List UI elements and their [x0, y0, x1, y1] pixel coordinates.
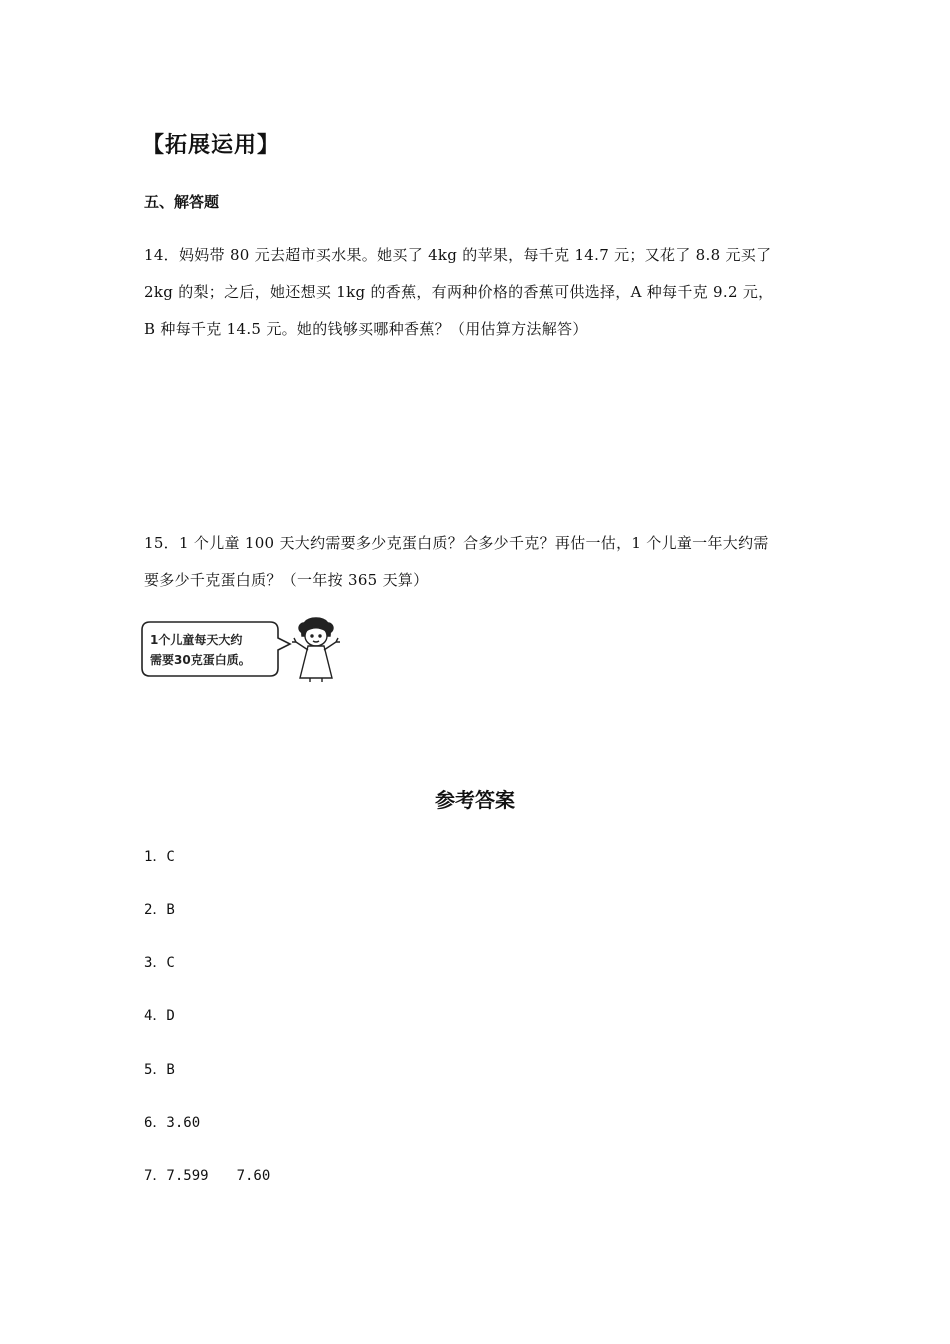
- speech-bubble-line-2: 需要30克蛋白质。: [150, 653, 251, 667]
- answers-title: 参考答案: [435, 788, 515, 812]
- answer-item: 1．C: [144, 849, 175, 865]
- question-14-line-1: 14．妈妈带 80 元去超市买水果。她买了 4kg 的苹果，每千克 14.7 元；又花了 8.8 元买了: [144, 246, 772, 264]
- answer-item: 4．D: [144, 1008, 175, 1024]
- question-15-line-1: 15．1 个儿童 100 天大约需要多少克蛋白质？合多少千克？再估一估，1 个儿童一年大约需: [144, 534, 769, 552]
- answer-item: 7．7.599 7.60: [144, 1168, 271, 1184]
- speech-bubble-line-1: 1个儿童每天大约: [150, 633, 243, 647]
- answer-item: 6．3.60: [144, 1115, 201, 1131]
- answer-item: 3．C: [144, 955, 175, 971]
- girl-icon: [292, 618, 340, 682]
- answer-item: 2．B: [144, 902, 175, 918]
- question-type-heading: 五、解答题: [144, 193, 220, 211]
- speech-bubble-shape: [142, 622, 290, 676]
- question-14-line-2: 2kg 的梨；之后，她还想买 1kg 的香蕉，有两种价格的香蕉可供选择，A 种每千克 9.2 元，: [144, 283, 774, 301]
- question-14-line-3: B 种每千克 14.5 元。她的钱够买哪种香蕉？（用估算方法解答）: [144, 320, 588, 338]
- section-title: 【拓展运用】: [142, 133, 281, 158]
- question-15-line-2: 要多少千克蛋白质？（一年按 365 天算）: [144, 571, 429, 589]
- speech-bubble-svg: [140, 612, 354, 684]
- answer-item: 5．B: [144, 1062, 175, 1078]
- child-speech-illustration: [140, 612, 354, 684]
